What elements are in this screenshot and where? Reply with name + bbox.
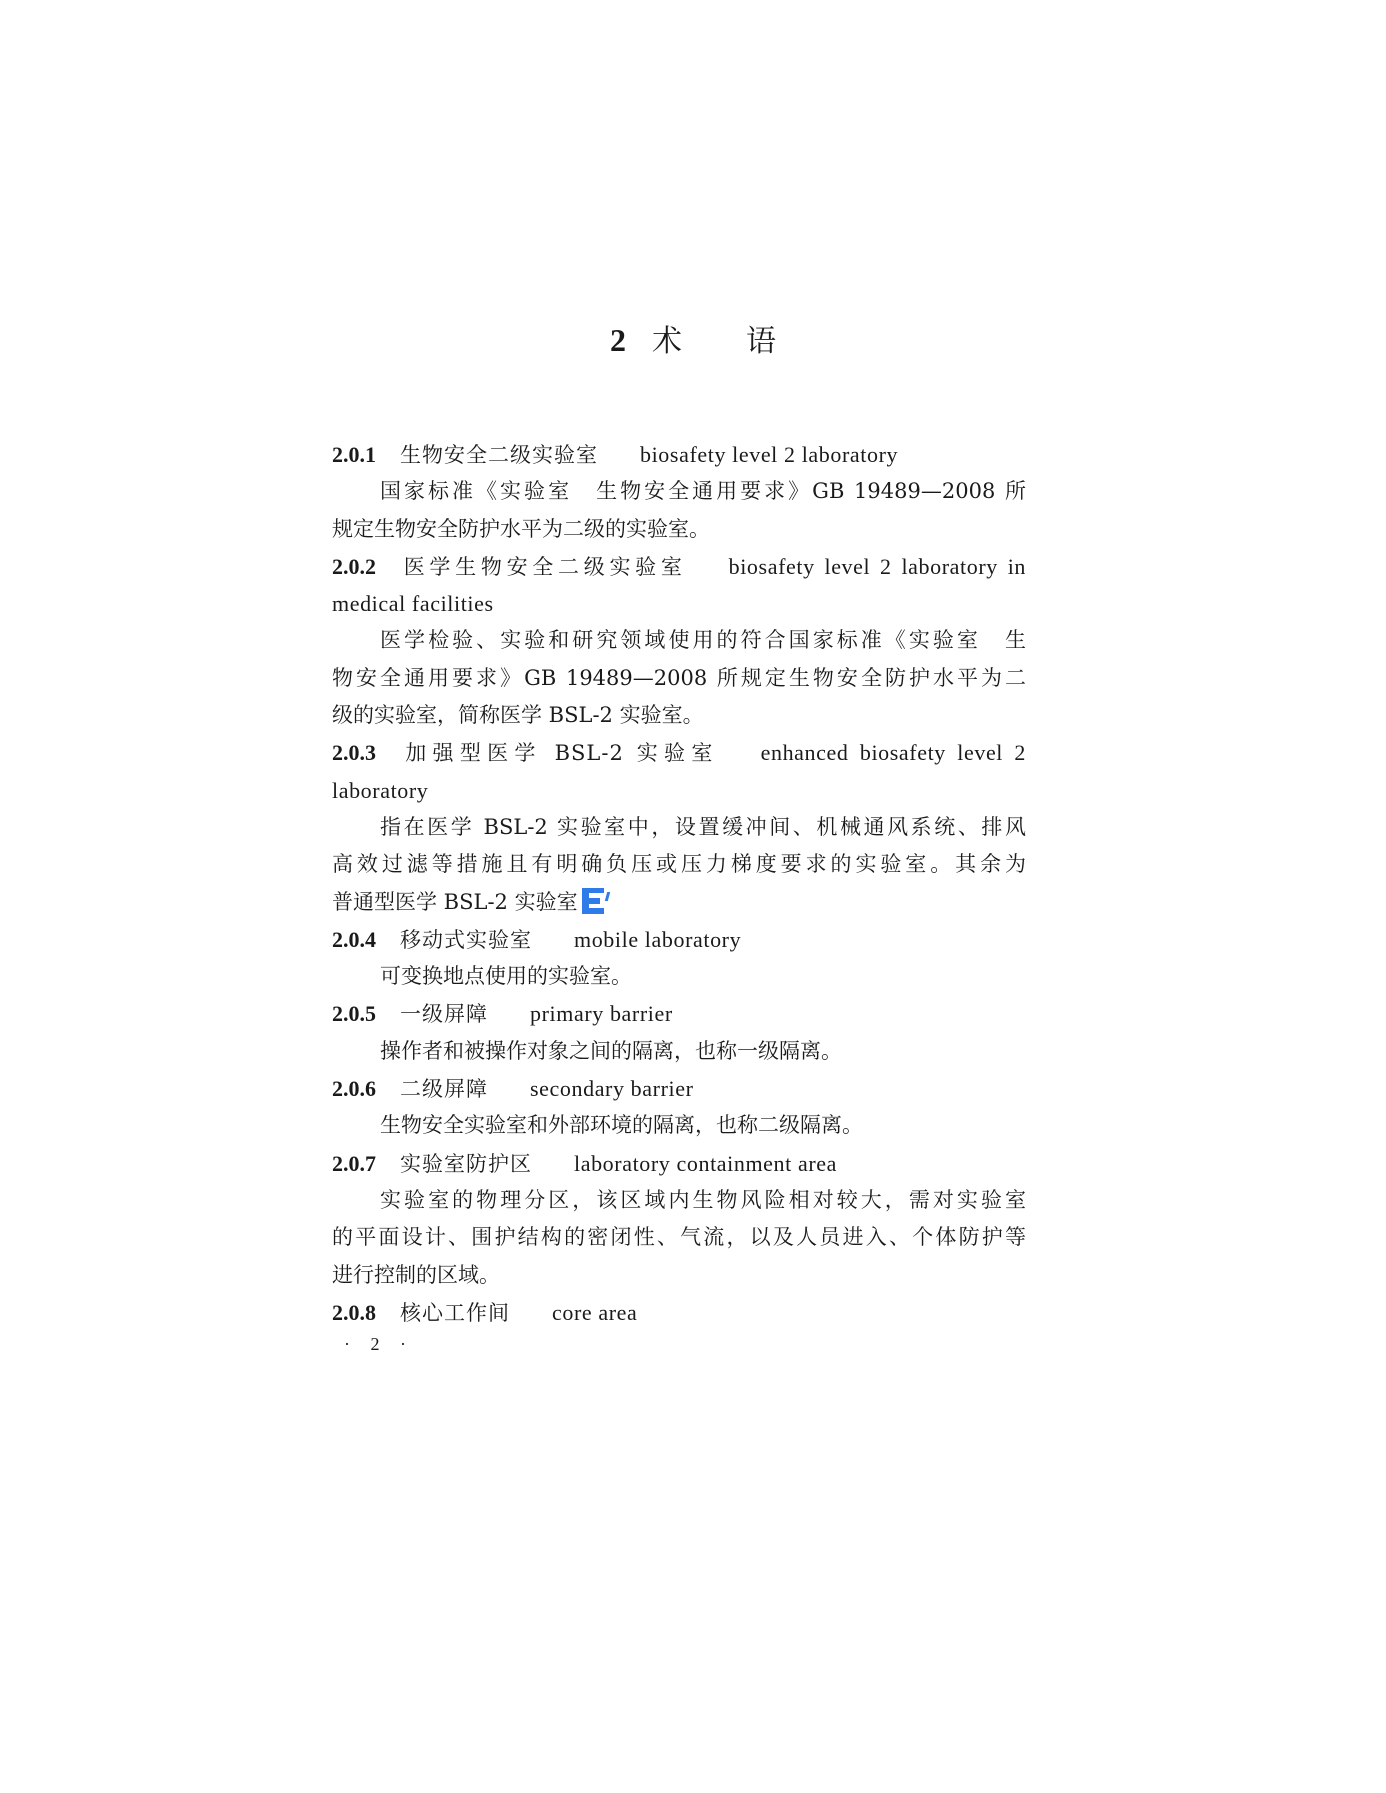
term-definition-line: 高效过滤等措施且有明确负压或压力梯度要求的实验室。其余为 xyxy=(332,852,1026,877)
term-en: enhanced biosafety level 2 xyxy=(760,740,1026,766)
term-code: 2.0.4 xyxy=(332,926,376,952)
term-definition-line: 可变换地点使用的实验室。 xyxy=(380,964,632,989)
term-definition-line: 医学检验、实验和研究领域使用的符合国家标准《实验室 生 xyxy=(380,628,1026,653)
term-definition-line: 国家标准《实验室 生物安全通用要求》GB 19489—2008 所 xyxy=(380,479,1026,504)
term-definition-line xyxy=(332,884,1026,921)
term-heading xyxy=(332,921,1026,958)
term-en: secondary barrier xyxy=(530,1076,694,1102)
term-heading xyxy=(332,995,1026,1032)
chapter-number: 2 xyxy=(610,322,626,358)
term-zh: 二级屏障 xyxy=(400,1077,488,1102)
term-en-continuation: laboratory xyxy=(332,777,429,803)
term-heading-continuation xyxy=(332,772,1026,809)
term-definition-text: 普通型医学 BSL-2 实验室 xyxy=(332,889,578,914)
chapter-title-char-2: 语 xyxy=(746,324,776,359)
term-zh: 实验室防护区 xyxy=(400,1151,532,1176)
term-en: laboratory containment area xyxy=(574,1150,837,1176)
term-code: 2.0.1 xyxy=(332,442,376,467)
term-zh: 移动式实验室 xyxy=(400,927,532,952)
chapter-title xyxy=(0,318,1386,364)
term-definition-line: 操作者和被操作对象之间的隔离，也称一级隔离。 xyxy=(380,1038,842,1063)
term-en: mobile laboratory xyxy=(574,926,742,952)
term-zh: 生物安全二级实验室 xyxy=(400,443,598,467)
term-definition-line: 物安全通用要求》GB 19489—2008 所规定生物安全防护水平为二 xyxy=(332,665,1026,690)
term-definition-line: 实验室的物理分区，该区域内生物风险相对较大，需对实验室 xyxy=(380,1187,1026,1212)
term-en-continuation: medical facilities xyxy=(332,591,494,617)
term-en: biosafety level 2 laboratory xyxy=(640,442,899,467)
term-definition-line: 生物安全实验室和外部环境的隔离，也称二级隔离。 xyxy=(380,1113,863,1138)
term-zh: 一级屏障 xyxy=(400,1002,488,1027)
term-heading xyxy=(332,734,1026,771)
term-definition-line: 的平面设计、围护结构的密闭性、气流，以及人员进入、个体防护等 xyxy=(332,1225,1026,1250)
chapter-title-char-1: 术 xyxy=(652,324,682,359)
terms-body xyxy=(332,436,1026,1331)
term-code: 2.0.2 xyxy=(332,553,376,579)
term-code: 2.0.5 xyxy=(332,1001,376,1027)
term-zh: 医学生物安全二级实验室 xyxy=(400,554,687,579)
page-number: · 2 · xyxy=(344,1334,414,1354)
term-code: 2.0.6 xyxy=(332,1076,376,1102)
term-en: primary barrier xyxy=(530,1001,673,1027)
term-heading xyxy=(332,1070,1026,1107)
term-zh: 加强型医学 BSL-2 实验室 xyxy=(400,741,719,766)
term-heading xyxy=(332,1294,1026,1331)
term-definition-line: 进行控制的区域。 xyxy=(332,1262,500,1287)
term-en: biosafety level 2 laboratory in xyxy=(728,553,1027,579)
term-heading xyxy=(332,436,1026,473)
term-code: 2.0.8 xyxy=(332,1299,376,1325)
term-definition-line: 指在医学 BSL-2 实验室中，设置缓冲间、机械通风系统、排风 xyxy=(380,814,1026,839)
term-definition-line: 级的实验室，简称医学 BSL-2 实验室。 xyxy=(332,703,704,728)
term-heading-continuation xyxy=(332,585,1026,622)
term-code: 2.0.7 xyxy=(332,1150,376,1176)
term-code: 2.0.3 xyxy=(332,740,376,766)
term-en: core area xyxy=(552,1299,638,1325)
term-heading xyxy=(332,1145,1026,1182)
term-heading xyxy=(332,548,1026,585)
term-zh: 核心工作间 xyxy=(400,1300,510,1325)
term-definition-line: 规定生物安全防护水平为二级的实验室。 xyxy=(332,516,710,541)
blue-e-logo-icon xyxy=(582,888,610,914)
